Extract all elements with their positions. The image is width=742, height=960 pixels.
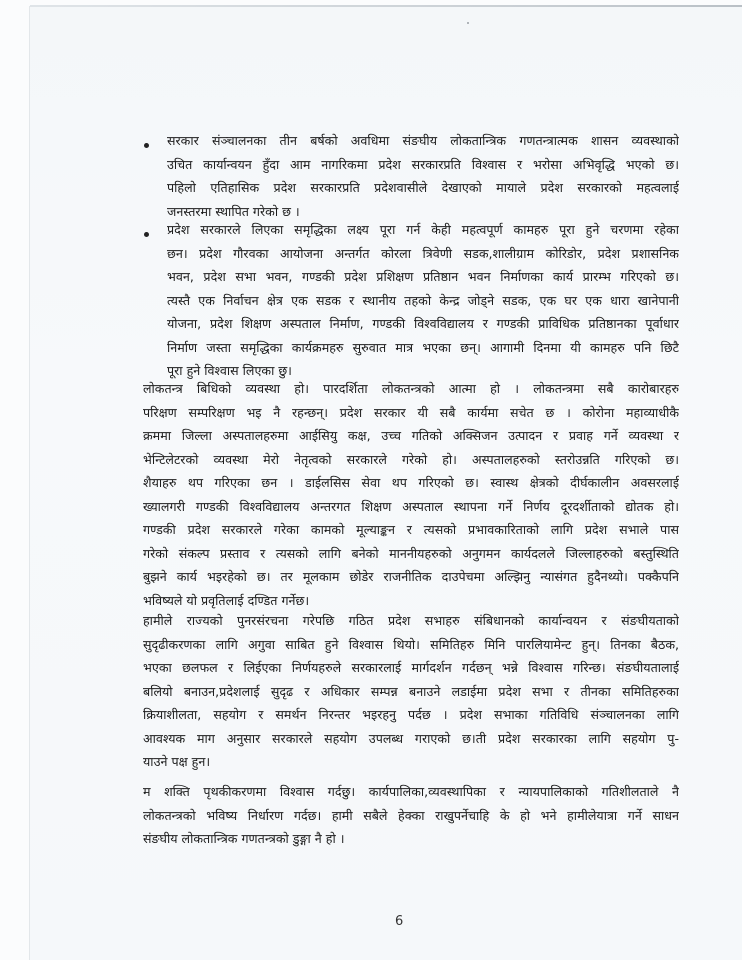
text-line: लोकतन्त्रको भविष्य निर्धारण गर्दछ। हामी सबैले हेक्का राखुपर्नेचाहि के हो भने हामीलेयात्रा गर्ने साधन	[143, 807, 679, 823]
text-line: शैयाहरु थप गरिएका छन । डाईलसिस सेवा थप गरिएको छ। स्वास्थ क्षेत्रको दीर्घकालीन अवसरलाई	[143, 475, 679, 490]
text-line: उचित कार्यान्वयन हुँदा आम नागरिकमा प्रदेश सरकारप्रति विश्वास र भरोसा अभिवृद्धि भएको छ।	[167, 156, 679, 172]
text-line: बलियो बनाउन,प्रदेशलाई सुदृढ र अधिकार सम्पन्न बनाउने लडाईमा प्रदेश सभा र तीनका समितिहरुका	[143, 683, 679, 699]
text-line: म शक्ति पृथकीकरणमा विश्वास गर्दछु। कार्यपालिका,व्यवस्थापिका र न्यायपालिकाको गतिशीलताले नै	[143, 784, 679, 799]
text-line: छन। प्रदेश गौरवका आयोजना अन्तर्गत कोरला त्रिवेणी सडक,शालीग्राम कोरिडोर, प्रदेश प्रशासनिक	[167, 245, 679, 261]
paragraph-1	[143, 377, 679, 612]
bullet-icon	[144, 232, 149, 237]
text-line: निर्माण जस्ता समृद्धिका कार्यक्रमहरु सुरुवात मात्र भएका छन्। आगामी दिनमा यी कामहरु पनि छिटै	[167, 339, 679, 355]
text-line: गण्डकी प्रदेश सरकारले गरेका कामको मूल्याङ्कन र त्यसको प्रभावकारिताको लागि प्रदेश सभाले पास	[143, 522, 679, 537]
text-line: योजना, प्रदेश शिक्षण अस्पताल निर्माण, गण्डकी विश्वविद्यालय र गण्डकी प्राविधिक प्रतिष्ठानका पूर्वाधार	[167, 316, 679, 331]
bullet-icon	[144, 143, 149, 148]
text-line: प्रदेश सरकारले लिएका समृद्धिका लक्ष्य पूरा गर्न केही महत्वपूर्ण कामहरु पूरा हुने चरणमा रहेका	[167, 222, 679, 237]
page-number: 6	[395, 914, 404, 929]
text-line: सुदृढीकरणका लागि अगुवा साबित हुने विश्वास थियो। समितिहरु मिनि पारलियामेन्ट हुन्। तिनका बैठक,	[143, 636, 679, 652]
text-line: आवश्यक माग अनुसार सरकारले सहयोग उपलब्ध गराएको छ।ती प्रदेश सरकारका लागि सहयोग पु-	[143, 730, 679, 746]
text-line: पूरा हुने विश्वास लिएका छु।	[167, 363, 292, 378]
text-line: जनस्तरमा स्थापित गरेको छ ।	[167, 203, 300, 219]
text-line: भएका छलफल र लिईएका निर्णयहरुले सरकारलाई मार्गदर्शन गर्दछन् भन्ने विश्वास गरिन्छ। संङघीयतालाई	[143, 660, 679, 675]
text-line: गरेको संकल्प प्रस्ताव र त्यसको लागि बनेको माननीयहरुको अनुगमन कार्यदलले जिल्लाहरुको बस्तुस्थिति	[143, 545, 679, 561]
text-line: बुझने कार्य भइरहेको छ। तर मूलकाम छोडेर राजनीतिक दाउपेचमा अल्झिनु न्यासंगत हुदैनथ्यो। पक्कैपनि	[143, 569, 679, 584]
bullet-item-1	[167, 129, 679, 223]
paragraph-3	[143, 780, 679, 851]
text-line: क्रममा जिल्ला अस्पतालहरुमा आईसियु कक्ष, उच्च गतिको अक्सिजन उत्पादन र प्रवाह गर्ने व्यवस्था र	[143, 428, 679, 443]
text-line: भेन्टिलेटरको व्यवस्था मेरो नेतृत्वको सरकारले गरेको हो। अस्पतालहरुको स्तरोउन्नति गरिएको छ।	[143, 451, 679, 467]
text-line: सरकार संञ्चालनका तीन बर्षको अवधिमा संङघीय लोकतान्त्रिक गणतन्त्रात्मक शासन व्यवस्थाको	[167, 133, 679, 148]
text-line: ख्यालगरी गण्डकी विश्वविद्यालय अन्तरगत शिक्षण अस्पताल स्थापना गर्ने निर्णय दूरदर्शीताको द्योतक हो।	[143, 498, 679, 514]
text-line: भवन, प्रदेश सभा भवन, गण्डकी प्रदेश प्रशिक्षण प्रतिष्ठान भवन निर्माणका कार्य प्रारम्भ गरिएको छ।	[167, 269, 679, 284]
text-line: हामीले राज्यको पुनरसंरचना गरेपछि गठित प्रदेश सभाहरु संबिधानको कार्यान्वयन र संङघीयताको	[143, 613, 679, 628]
text-line: त्यस्तै एक निर्वाचन क्षेत्र एक सडक र स्थानीय तहको केन्द्र जोड्ने सडक, एक घर एक धारा खानेपानी	[167, 292, 679, 308]
paragraph-2	[143, 609, 679, 774]
text-line: क्रियाशीलता, सहयोग र समर्थन निरन्तर भइरहनु पर्दछ । प्रदेश सभाका गतिविधि संञ्चालनका लागि	[143, 707, 679, 722]
text-line: परिक्षण सम्परिक्षण भइ नै रहन्छन्। प्रदेश सरकार यी सबै कार्यमा सचेत छ । कोरोना महाव्याधीकै	[143, 404, 679, 420]
bullet-item-2	[167, 218, 679, 383]
text-line: भविष्यले यो प्रवृतिलाई दण्डित गर्नेछ।	[143, 592, 310, 608]
text-line: याउने पक्ष हुन।	[143, 754, 211, 769]
text-line: संङघीय लोकतान्त्रिक गणतन्त्रको डुङ्गा नै हो ।	[143, 831, 345, 846]
text-line: पहिलो एतिहासिक प्रदेश सरकारप्रति प्रदेशवासीले देखाएको मायाले प्रदेश सरकारको महत्वलाई	[167, 180, 679, 195]
text-line: लोकतन्त्र बिधिको व्यवस्था हो। पारदर्शिता लोकतन्त्रको आत्मा हो । लोकतन्त्रमा सबै कारोबारहरु	[143, 381, 679, 396]
